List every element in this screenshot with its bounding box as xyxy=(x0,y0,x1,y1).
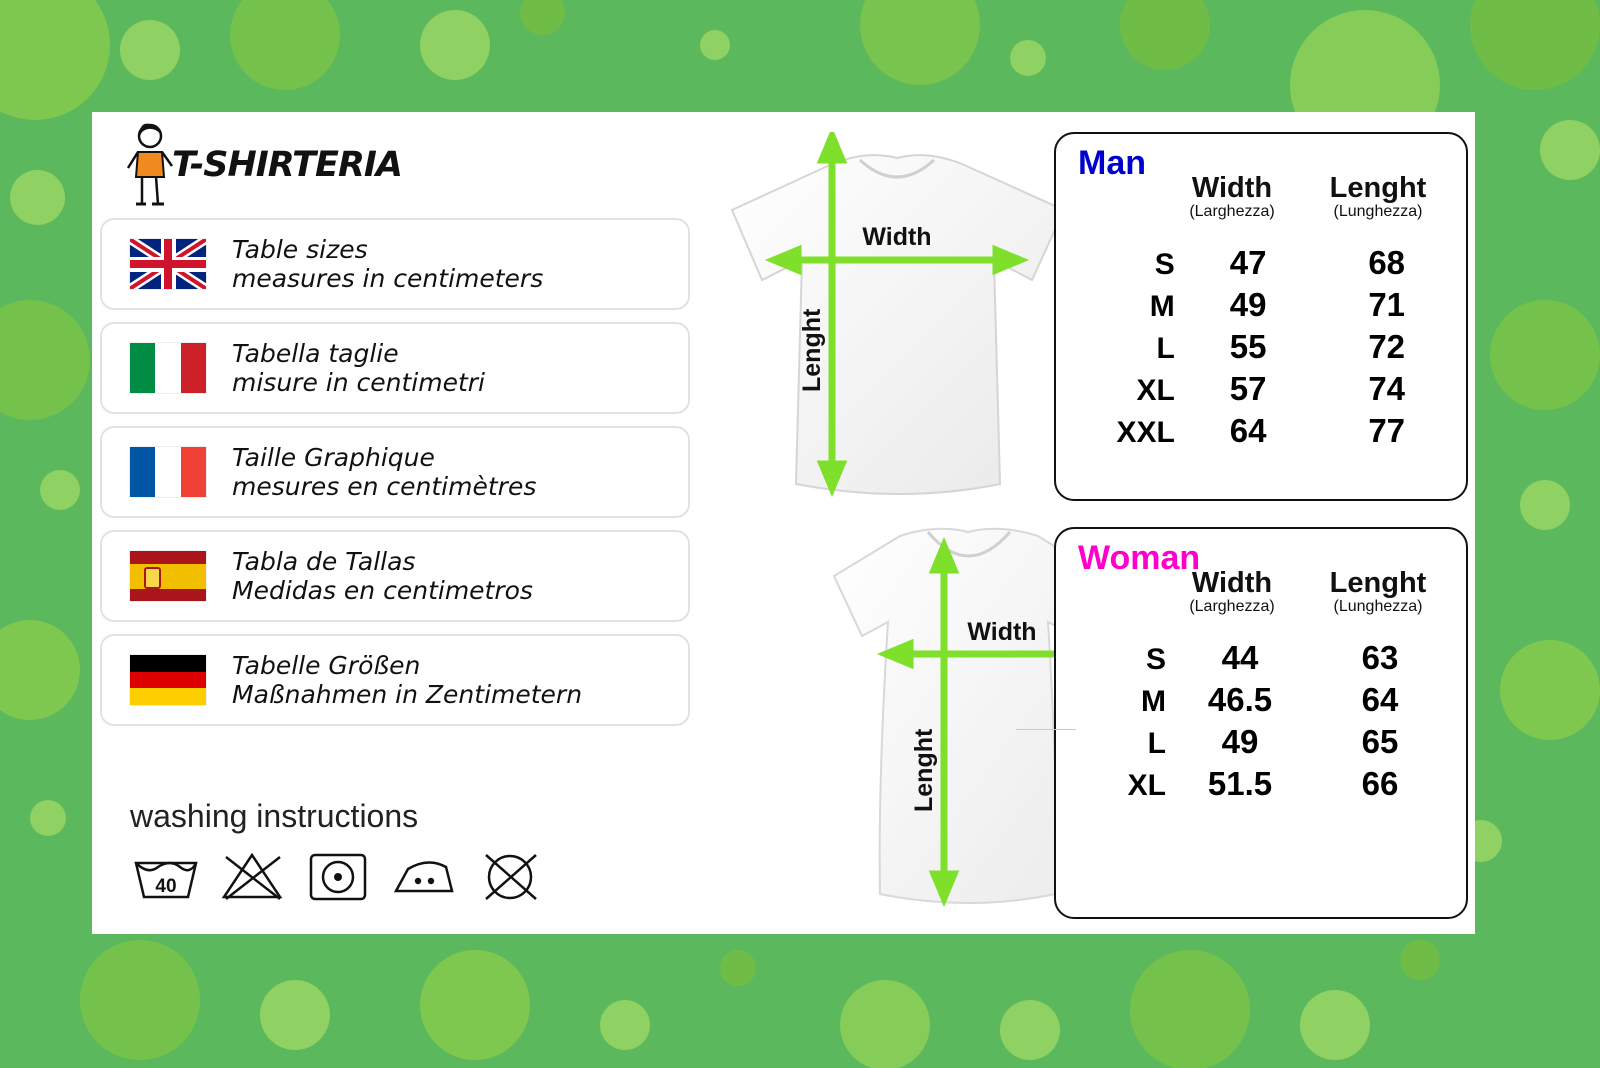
table-row xyxy=(1056,681,1456,719)
width-value: 57 xyxy=(1229,370,1267,407)
width-value: 47 xyxy=(1229,244,1267,281)
language-line-2: misure in centimetri xyxy=(232,368,485,397)
tumble-dry-icon xyxy=(302,847,374,905)
length-value: 63 xyxy=(1361,639,1399,676)
width-value: 55 xyxy=(1229,328,1267,365)
woman-sub-length: (Lunghezza) xyxy=(1333,598,1423,615)
woman-size-table xyxy=(1054,527,1468,919)
length-value: 64 xyxy=(1361,681,1399,718)
no-dry-clean-icon xyxy=(474,847,546,905)
woman-col-width: Width xyxy=(1191,567,1273,599)
size-chart-card xyxy=(92,112,1475,934)
table-row xyxy=(1056,370,1456,408)
spain-flag-icon xyxy=(130,551,206,601)
language-row-italian xyxy=(100,322,690,414)
man-table-title: Man xyxy=(1078,144,1146,182)
language-line-1: Tabelle Größen xyxy=(232,651,421,680)
length-value: 68 xyxy=(1368,244,1406,281)
table-row xyxy=(1056,723,1456,761)
width-value: 46.5 xyxy=(1207,681,1273,718)
language-line-1: Taille Graphique xyxy=(232,443,435,472)
person-logo-icon xyxy=(122,122,178,208)
language-line-2: mesures en centimètres xyxy=(232,472,537,501)
italy-flag-icon xyxy=(130,343,206,393)
table-row xyxy=(1056,286,1456,324)
size-label: L xyxy=(1156,332,1175,365)
washing-title: washing instructions xyxy=(130,798,419,834)
language-row-english xyxy=(100,218,690,310)
width-value: 64 xyxy=(1229,412,1267,449)
mens-t-shirt-illustration xyxy=(692,132,1112,527)
size-label: S xyxy=(1154,248,1175,281)
width-value: 49 xyxy=(1229,286,1267,323)
wash-40-icon xyxy=(130,847,202,905)
france-flag-icon xyxy=(130,447,206,497)
table-row xyxy=(1056,765,1456,803)
size-label: M xyxy=(1141,685,1166,718)
length-value: 71 xyxy=(1368,286,1406,323)
size-label: XXL xyxy=(1116,416,1175,449)
woman-width-label: Width xyxy=(967,618,1037,646)
size-label: XL xyxy=(1136,374,1175,407)
woman-col-length: Lenght xyxy=(1329,567,1427,599)
size-label: S xyxy=(1145,643,1166,676)
woman-table-title: Woman xyxy=(1078,539,1201,577)
length-value: 66 xyxy=(1361,765,1399,802)
germany-flag-icon xyxy=(130,655,206,705)
woman-sub-width: (Larghezza) xyxy=(1189,598,1275,615)
width-value: 49 xyxy=(1221,723,1259,760)
width-value: 51.5 xyxy=(1207,765,1273,802)
length-value: 65 xyxy=(1361,723,1399,760)
woman-length-label: Lenght xyxy=(910,728,938,812)
language-row-german xyxy=(100,634,690,726)
size-label: L xyxy=(1147,727,1166,760)
washing-instructions xyxy=(130,798,690,905)
table-row xyxy=(1056,639,1456,677)
length-value: 77 xyxy=(1368,412,1406,449)
language-list xyxy=(100,218,690,738)
size-label: M xyxy=(1149,290,1175,323)
man-width-label: Width xyxy=(862,223,932,251)
man-sub-width: (Larghezza) xyxy=(1189,203,1275,220)
wash-temperature: 40 xyxy=(155,876,177,897)
table-row xyxy=(1056,244,1456,282)
man-sub-length: (Lunghezza) xyxy=(1333,203,1423,220)
language-line-1: Tabella taglie xyxy=(232,339,399,368)
man-length-label: Lenght xyxy=(798,308,826,392)
man-size-table xyxy=(1054,132,1468,501)
united-kingdom-flag-icon xyxy=(130,239,206,289)
language-line-1: Tabla de Tallas xyxy=(232,547,416,576)
language-line-1: Table sizes xyxy=(232,235,368,264)
size-label: XL xyxy=(1127,769,1166,802)
language-line-2: Maßnahmen in Zentimetern xyxy=(232,680,583,709)
table-row xyxy=(1056,328,1456,366)
length-value: 74 xyxy=(1368,370,1406,407)
width-value: 44 xyxy=(1221,639,1259,676)
language-row-french xyxy=(100,426,690,518)
brand-header xyxy=(122,120,402,210)
man-col-width: Width xyxy=(1191,172,1273,204)
iron-two-dots-icon xyxy=(388,847,460,905)
no-bleach-icon xyxy=(216,847,288,905)
length-value: 72 xyxy=(1368,328,1406,365)
brand-name: T-SHIRTERIA xyxy=(172,145,403,185)
language-line-2: measures in centimeters xyxy=(232,264,544,293)
language-line-2: Medidas en centimetros xyxy=(232,576,533,605)
man-col-length: Lenght xyxy=(1329,172,1427,204)
table-row xyxy=(1056,412,1456,450)
language-row-spanish xyxy=(100,530,690,622)
